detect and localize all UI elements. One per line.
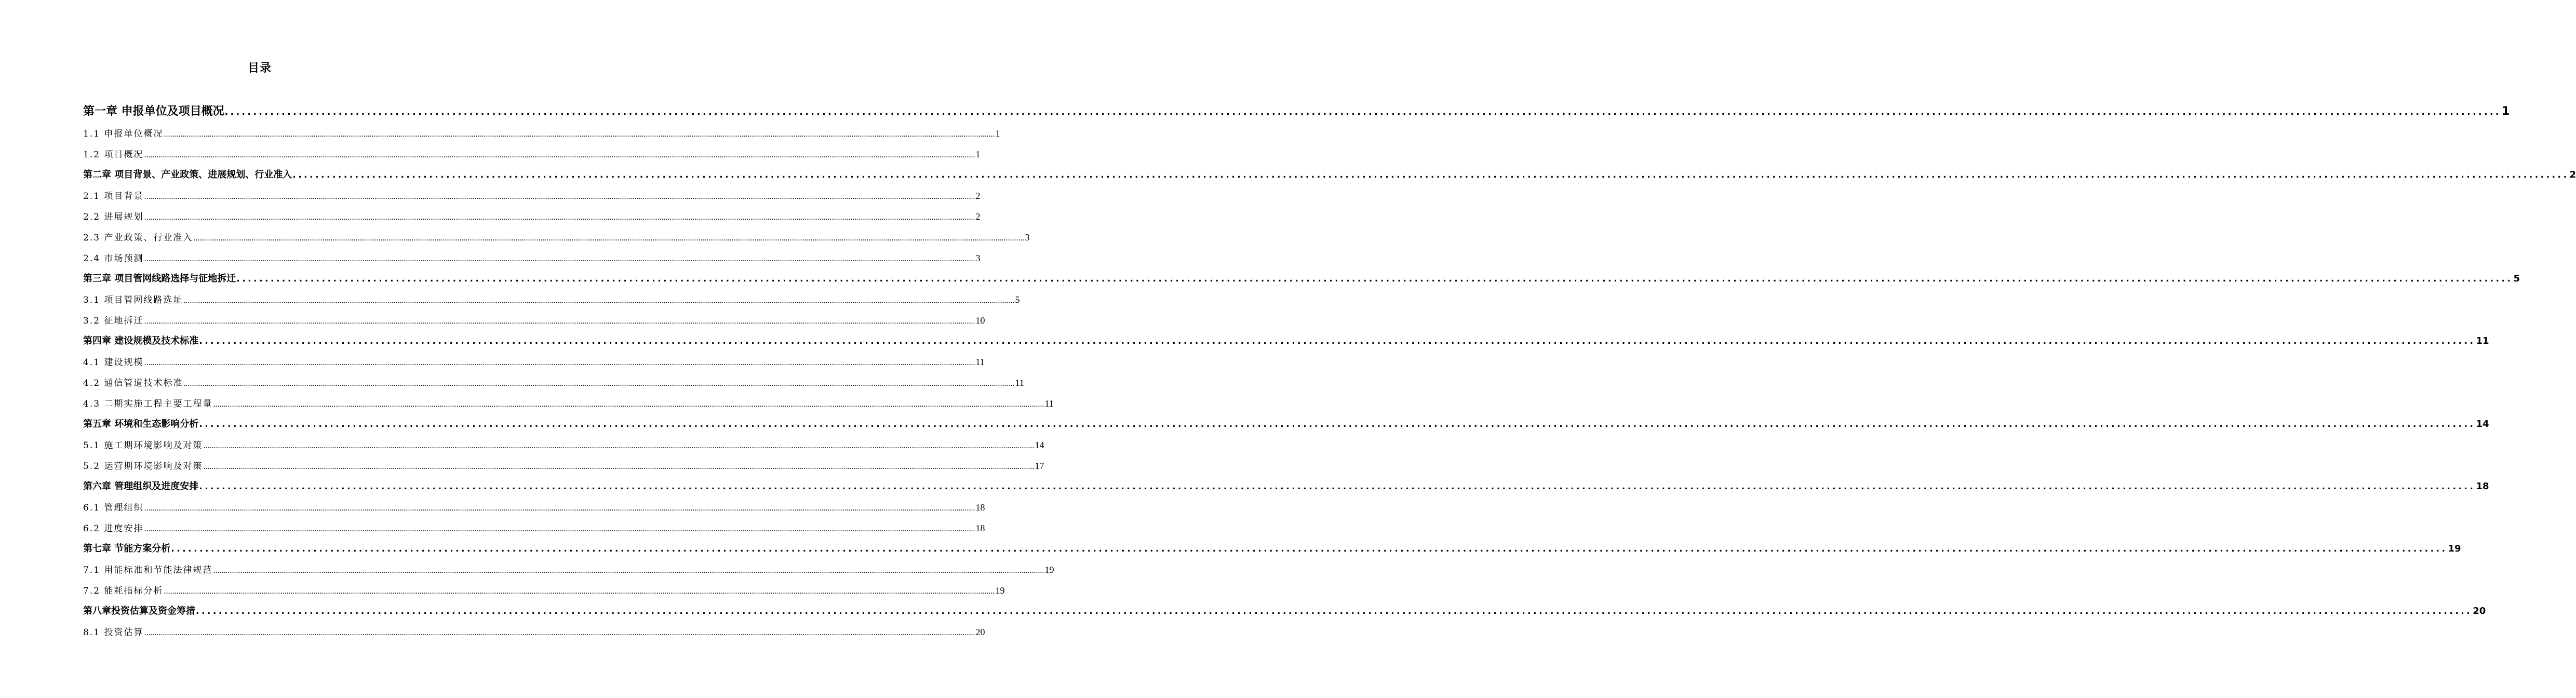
toc-dot-leader: ................................................................................................................................................................................................................................................................................................................................................................................................................ bbox=[144, 317, 975, 326]
toc-dot-leader: ................................................................................................................................................................................................................................................................................................................................................................................................................ bbox=[183, 296, 1015, 305]
toc-page-number: 11 bbox=[975, 357, 985, 367]
toc-entry-label: 6.1 管理组织 bbox=[83, 503, 144, 513]
toc-section-entry[interactable] bbox=[83, 580, 1005, 601]
toc-page-number: 19 bbox=[995, 585, 1005, 596]
toc-dot-leader: ................................................................................................................................................................................................................................................................................................................................................................................................................ bbox=[193, 234, 1025, 243]
toc-chapter-entry[interactable] bbox=[83, 539, 2461, 559]
toc-chapter-entry[interactable] bbox=[83, 414, 2489, 435]
toc-dot-leader: ................................................................................................................................................................................................................................................................................................................................................................................................................ bbox=[199, 336, 2476, 346]
toc-entry-label: 第五章 环境和生态影响分析 bbox=[83, 419, 199, 429]
toc-page-number: 3 bbox=[1025, 232, 1030, 243]
toc-entry-label: 5.1 施工期环境影响及对策 bbox=[83, 440, 203, 451]
toc-section-entry[interactable] bbox=[83, 289, 1020, 310]
toc-dot-leader: ................................................................................................................................................................................................................................................................................................................................................................................................................ bbox=[213, 566, 1044, 575]
toc-page-number: 5 bbox=[1015, 294, 1020, 305]
toc-entry-label: 第四章 建设规模及技术标准 bbox=[83, 335, 199, 346]
toc-section-entry[interactable] bbox=[83, 372, 1024, 393]
table-of-contents bbox=[83, 101, 2576, 642]
toc-dot-leader: ................................................................................................................................................................................................................................................................................................................................................................................................................ bbox=[144, 358, 975, 367]
toc-entry-label: 1.2 项目概况 bbox=[83, 150, 144, 160]
toc-page-number: 20 bbox=[975, 627, 985, 637]
toc-entry-label: 7.2 能耗指标分析 bbox=[83, 586, 164, 596]
toc-section-entry[interactable] bbox=[83, 310, 985, 331]
toc-entry-label: 2.1 项目背景 bbox=[83, 191, 144, 202]
toc-entry-label: 2.3 产业政策、行业准入 bbox=[83, 233, 193, 243]
toc-entry-label: 6.2 进度安排 bbox=[83, 524, 144, 534]
toc-entry-label: 1.1 申报单位概况 bbox=[83, 129, 164, 139]
toc-page-number: 2 bbox=[2569, 169, 2576, 180]
toc-section-entry[interactable] bbox=[83, 518, 985, 539]
toc-entry-label: 2.4 市场预测 bbox=[83, 253, 144, 264]
toc-dot-leader: ................................................................................................................................................................................................................................................................................................................................................................................................................ bbox=[196, 606, 2473, 616]
toc-section-entry[interactable] bbox=[83, 206, 981, 227]
toc-chapter-entry[interactable] bbox=[83, 601, 2486, 622]
toc-chapter-entry[interactable] bbox=[83, 165, 2576, 185]
toc-page-number: 19 bbox=[2448, 543, 2461, 554]
toc-section-entry[interactable] bbox=[83, 144, 981, 165]
toc-entry-label: 第八章投资估算及资金筹措 bbox=[83, 606, 195, 616]
toc-entry-label: 第三章 项目管网线路选择与征地拆迁 bbox=[83, 273, 236, 284]
toc-entry-label: 4.1 建设规模 bbox=[83, 357, 144, 368]
toc-section-entry[interactable] bbox=[83, 622, 985, 642]
toc-page-number: 5 bbox=[2513, 273, 2520, 284]
toc-entry-label: 5.2 运营期环境影响及对策 bbox=[83, 461, 203, 472]
toc-section-entry[interactable] bbox=[83, 248, 981, 269]
toc-entry-label: 4.3 二期实施工程主要工程量 bbox=[83, 399, 213, 409]
toc-page-number: 11 bbox=[2476, 335, 2489, 346]
toc-dot-leader: ................................................................................................................................................................................................................................................................................................................................................................................................................ bbox=[224, 107, 2501, 117]
toc-entry-label: 3.1 项目管网线路选址 bbox=[83, 295, 183, 305]
toc-dot-leader: ................................................................................................................................................................................................................................................................................................................................................................................................................ bbox=[292, 170, 2569, 180]
toc-page-number: 1 bbox=[995, 128, 1000, 139]
toc-page-number: 18 bbox=[975, 502, 985, 513]
toc-section-entry[interactable] bbox=[83, 435, 1044, 455]
toc-page-number: 14 bbox=[1035, 440, 1044, 450]
toc-page-number: 11 bbox=[1015, 378, 1024, 388]
toc-entry-label: 3.2 征地拆迁 bbox=[83, 316, 144, 326]
toc-section-entry[interactable] bbox=[83, 393, 1054, 414]
toc-dot-leader: ................................................................................................................................................................................................................................................................................................................................................................................................................ bbox=[144, 525, 975, 533]
toc-dot-leader: ................................................................................................................................................................................................................................................................................................................................................................................................................ bbox=[144, 504, 975, 513]
toc-entry-label: 第七章 节能方案分析 bbox=[83, 543, 171, 554]
toc-dot-leader: ................................................................................................................................................................................................................................................................................................................................................................................................................ bbox=[171, 544, 2448, 554]
toc-page-number: 2 bbox=[975, 191, 981, 201]
toc-page-number: 14 bbox=[2476, 419, 2489, 429]
toc-page-number: 11 bbox=[1044, 398, 1054, 409]
toc-dot-leader: ................................................................................................................................................................................................................................................................................................................................................................................................................ bbox=[144, 192, 975, 201]
toc-page-number: 18 bbox=[2476, 481, 2489, 492]
toc-entry-label: 第一章 申报单位及项目概况 bbox=[83, 105, 224, 118]
toc-page-number: 20 bbox=[2473, 606, 2486, 616]
toc-entry-label: 第六章 管理组织及进度安排 bbox=[83, 481, 199, 492]
toc-entry-label: 8.1 投资估算 bbox=[83, 627, 144, 638]
toc-entry-label: 4.2 通信管道技术标准 bbox=[83, 378, 183, 388]
toc-page-number: 3 bbox=[975, 253, 981, 263]
toc-dot-leader: ................................................................................................................................................................................................................................................................................................................................................................................................................ bbox=[144, 213, 975, 222]
toc-page-number: 17 bbox=[1035, 461, 1044, 471]
toc-dot-leader: ................................................................................................................................................................................................................................................................................................................................................................................................................ bbox=[203, 462, 1035, 471]
toc-section-entry[interactable] bbox=[83, 455, 1044, 476]
toc-page-number: 1 bbox=[2501, 105, 2510, 118]
toc-dot-leader: ................................................................................................................................................................................................................................................................................................................................................................................................................ bbox=[164, 130, 995, 139]
toc-page-number: 19 bbox=[1044, 565, 1054, 575]
toc-entry-label: 2.2 进展规划 bbox=[83, 212, 144, 222]
toc-section-entry[interactable] bbox=[83, 185, 981, 206]
toc-dot-leader: ................................................................................................................................................................................................................................................................................................................................................................................................................ bbox=[144, 151, 975, 159]
toc-dot-leader: ................................................................................................................................................................................................................................................................................................................................................................................................................ bbox=[144, 254, 975, 263]
toc-chapter-entry[interactable] bbox=[83, 101, 2510, 123]
toc-dot-leader: ................................................................................................................................................................................................................................................................................................................................................................................................................ bbox=[144, 628, 975, 637]
toc-dot-leader: ................................................................................................................................................................................................................................................................................................................................................................................................................ bbox=[213, 400, 1044, 409]
toc-chapter-entry[interactable] bbox=[83, 269, 2520, 289]
toc-chapter-entry[interactable] bbox=[83, 331, 2489, 352]
toc-section-entry[interactable] bbox=[83, 123, 1000, 144]
toc-dot-leader: ................................................................................................................................................................................................................................................................................................................................................................................................................ bbox=[236, 274, 2513, 284]
toc-entry-label: 第二章 项目背景、产业政策、进展规划、行业准入 bbox=[83, 169, 292, 180]
toc-page-number: 1 bbox=[975, 149, 981, 159]
toc-title: 目录 bbox=[247, 61, 272, 75]
toc-dot-leader: ................................................................................................................................................................................................................................................................................................................................................................................................................ bbox=[199, 419, 2476, 429]
toc-dot-leader: ................................................................................................................................................................................................................................................................................................................................................................................................................ bbox=[203, 441, 1035, 450]
toc-section-entry[interactable] bbox=[83, 559, 1054, 580]
toc-page-number: 10 bbox=[975, 315, 985, 326]
toc-section-entry[interactable] bbox=[83, 227, 1030, 248]
toc-entry-label: 7.1 用能标准和节能法律规范 bbox=[83, 565, 213, 575]
toc-section-entry[interactable] bbox=[83, 352, 985, 372]
toc-section-entry[interactable] bbox=[83, 497, 985, 518]
toc-dot-leader: ................................................................................................................................................................................................................................................................................................................................................................................................................ bbox=[183, 379, 1015, 388]
toc-page-number: 18 bbox=[975, 523, 985, 533]
toc-dot-leader: ................................................................................................................................................................................................................................................................................................................................................................................................................ bbox=[199, 481, 2476, 492]
toc-dot-leader: ................................................................................................................................................................................................................................................................................................................................................................................................................ bbox=[164, 587, 995, 596]
toc-page-number: 2 bbox=[975, 211, 981, 222]
toc-chapter-entry[interactable] bbox=[83, 476, 2489, 497]
